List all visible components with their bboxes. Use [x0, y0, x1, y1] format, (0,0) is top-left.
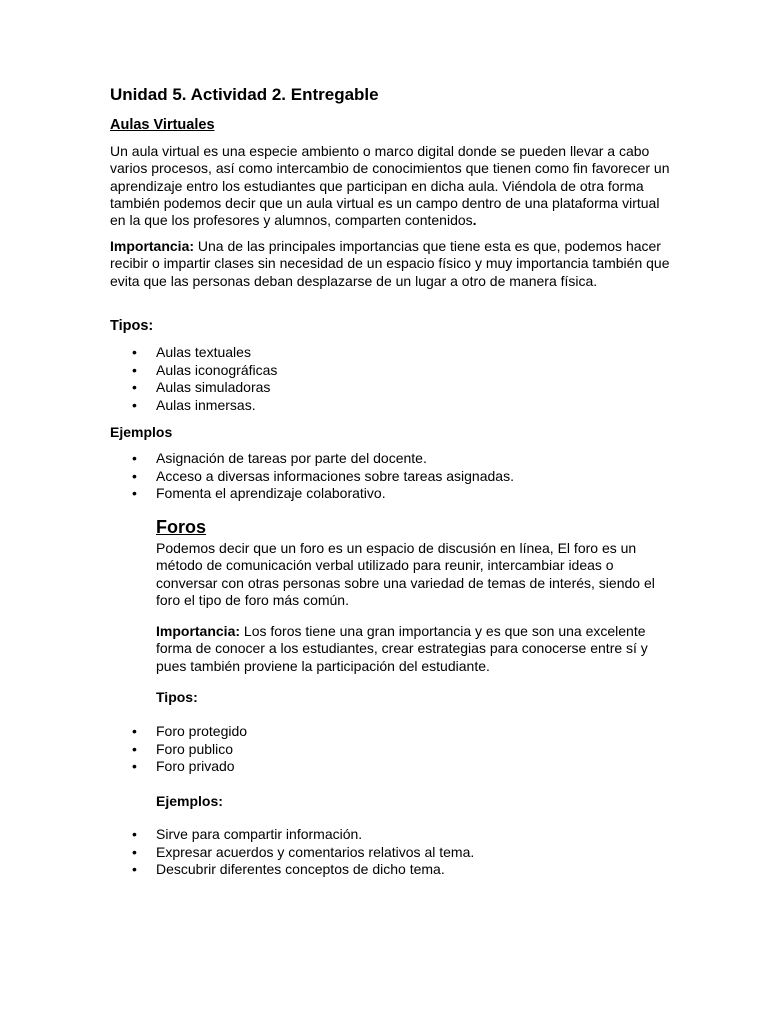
list-item [110, 362, 277, 380]
list-item-text: Descubrir diferentes conceptos de dicho tema. [156, 861, 445, 877]
intro-end-mark: . [472, 212, 477, 229]
foros-tipos-heading: Tipos: [156, 689, 198, 705]
bullet-icon: • [132, 843, 137, 860]
bullet-icon: • [132, 361, 137, 378]
foros-importancia-label: Importancia: [156, 623, 241, 639]
importancia-label: Importancia: [110, 238, 195, 254]
intro-paragraph [110, 143, 670, 229]
list-item-text: Foro protegido [156, 723, 248, 739]
foros-importancia-text: Los foros tiene una gran importancia y es que son una excelente forma de conocer a los estudiantes, crear estrategias para conocerse entre sí y pues también proviene la participación del estudiante. [156, 623, 648, 674]
foros-ejemplos-list [110, 826, 474, 879]
list-item [110, 741, 247, 759]
bullet-icon: • [132, 740, 137, 757]
foros-paragraph: Podemos decir que un foro es un espacio de discusión en línea, El foro es un método de comunicación verbal utilizado para reunir, intercambiar ideas o conversar con otras personas sobre una variedad de temas de interés, siendo el foro el tipo de foro más común. [156, 540, 655, 608]
list-item-text: Foro privado [156, 758, 235, 774]
list-item-text: Acceso a diversas informaciones sobre tareas asignadas. [156, 467, 514, 484]
foros-importancia-paragraph [156, 623, 666, 675]
document-title: Unidad 5. Actividad 2. Entregable [110, 85, 379, 104]
bullet-icon: • [132, 861, 137, 877]
importancia-paragraph [110, 238, 670, 290]
intro-text: Un aula virtual es una especie ambiento o marco digital donde se pueden llevar a cabo varios procesos, así como intercambio de conocimientos que tienen como fin favorecer un aprendizaje entro los estudiantes que participan en dicha aula. Viéndola de otra forma también podemos decir que un aula virtual es un campo dentro de una plataforma virtual en la que los profesores y alumnos, comparten contenidos [110, 143, 670, 229]
tipos-heading: Tipos: [110, 318, 154, 334]
bullet-icon: • [132, 396, 137, 413]
section-title-foros: Foros [156, 517, 207, 537]
tipos-list [110, 344, 277, 414]
list-item-text: Sirve para compartir información. [156, 826, 363, 842]
foros-ejemplos-heading: Ejemplos: [156, 793, 223, 809]
list-item [110, 468, 514, 486]
list-item-text: Aulas inmersas. [156, 396, 256, 413]
importancia-text: Una de las principales importancias que tiene esta es que, podemos hacer recibir o impartir clases sin necesidad de un espacio físico y muy importancia también que evita que las personas deban desplazarse de un lugar a otro de manera física. [110, 238, 670, 289]
list-item-text: Expresar acuerdos y comentarios relativos al tema. [156, 843, 475, 860]
list-item [110, 826, 474, 844]
ejemplos-heading: Ejemplos [110, 424, 173, 440]
section-title-aulas-virtuales: Aulas Virtuales [110, 117, 215, 133]
list-item-text: Aulas textuales [156, 344, 251, 360]
list-item [110, 379, 277, 397]
bullet-icon: • [132, 758, 137, 774]
list-item [110, 450, 514, 468]
ejemplos-list [110, 450, 514, 503]
list-item [110, 723, 247, 741]
list-item-text: Foro publico [156, 740, 234, 757]
bullet-icon: • [132, 467, 137, 484]
list-item [110, 861, 474, 879]
bullet-icon: • [132, 379, 137, 395]
list-item-text: Fomenta el aprendizaje colaborativo. [156, 485, 386, 501]
list-item [110, 758, 247, 776]
list-item [110, 344, 277, 362]
bullet-icon: • [132, 450, 137, 466]
list-item-text: Asignación de tareas por parte del docente. [156, 450, 427, 466]
list-item-text: Aulas simuladoras [156, 379, 271, 395]
list-item [110, 485, 514, 503]
list-item [110, 844, 474, 862]
bullet-icon: • [132, 344, 137, 360]
list-item [110, 397, 277, 415]
list-item-text: Aulas iconográficas [156, 361, 278, 378]
foros-tipos-list [110, 723, 247, 776]
bullet-icon: • [132, 723, 137, 739]
bullet-icon: • [132, 826, 137, 842]
bullet-icon: • [132, 485, 137, 501]
